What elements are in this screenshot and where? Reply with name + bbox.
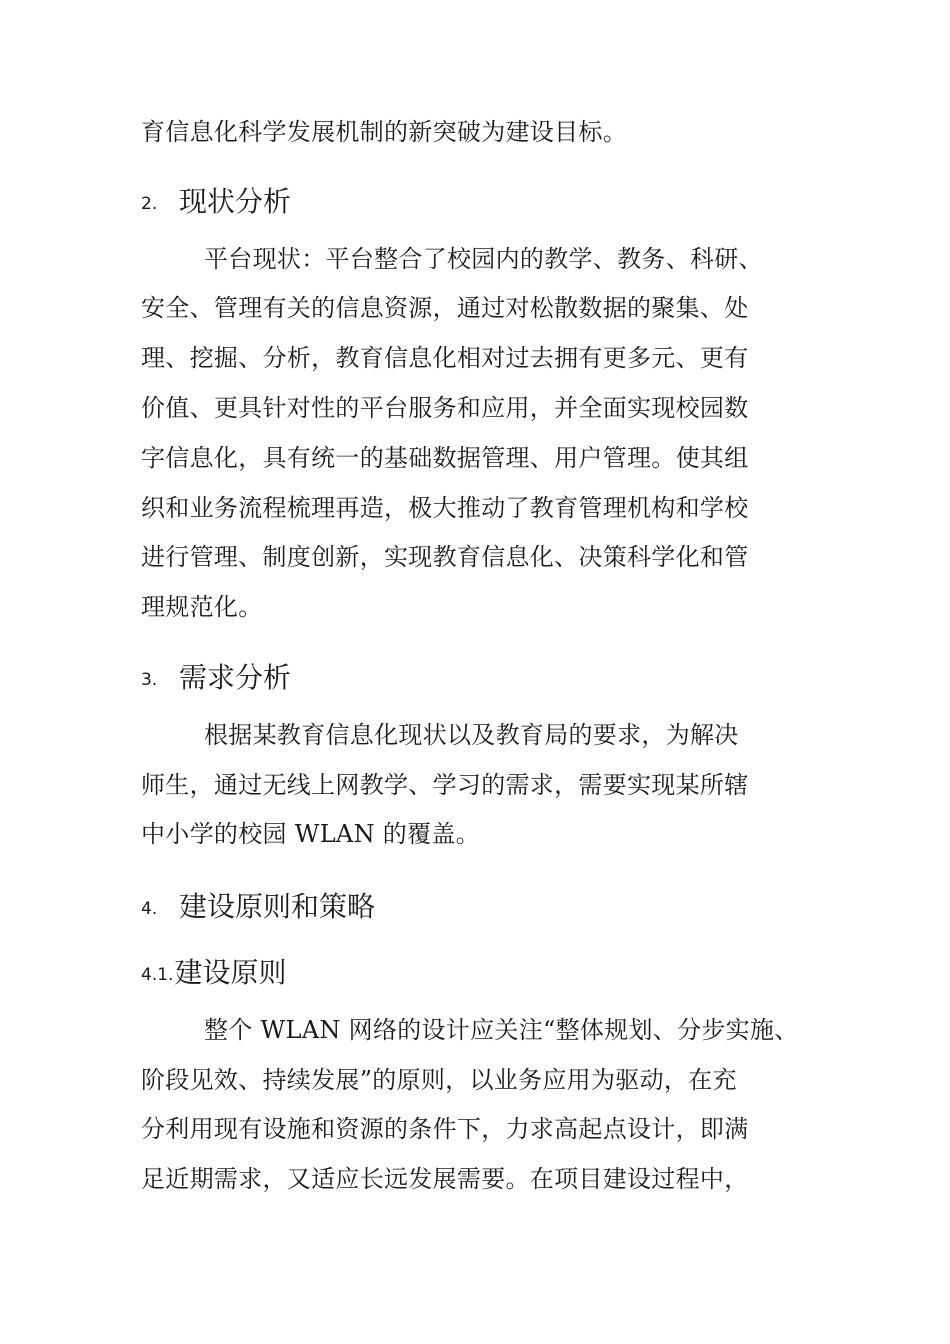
paragraph-line: 织和业务流程梳理再造，极大推动了教育管理机构和学校: [141, 494, 749, 522]
paragraph-line: 理、挖掘、分析，教育信息化相对过去拥有更多元、更有: [141, 344, 749, 372]
paragraph-line: 足近期需求，又适应长远发展需要。在项目建设过程中，: [141, 1165, 749, 1193]
section-number: 3.: [141, 670, 158, 690]
section-number: 4.: [141, 899, 158, 919]
section-heading-3: [141, 661, 291, 697]
section-title: 需求分析: [179, 661, 292, 694]
section-title: 建设原则和策略: [179, 890, 376, 923]
paragraph-line: 整个 WLAN 网络的设计应关注“整体规划、分步实施、: [204, 1016, 799, 1044]
paragraph-line: 根据某教育信息化现状以及教育局的要求，为解决: [204, 721, 739, 749]
paragraph-line: 进行管理、制度创新，实现教育信息化、决策科学化和管: [141, 543, 749, 571]
section-number: 4.1.: [141, 965, 174, 985]
paragraph-line: 阶段见效、持续发展”的原则，以业务应用为驱动，在充: [141, 1066, 737, 1094]
section-heading-2: [141, 185, 291, 221]
section-heading-4-1: [141, 956, 286, 992]
paragraph-line: 字信息化，具有统一的基础数据管理、用户管理。使其组: [141, 444, 749, 472]
paragraph-line: 安全、管理有关的信息资源，通过对松散数据的聚集、处: [141, 294, 749, 322]
section-title: 建设原则: [174, 956, 287, 989]
paragraph-line: 分利用现有设施和资源的条件下，力求高起点设计，即满: [141, 1115, 749, 1143]
section-title: 现状分析: [179, 185, 292, 218]
paragraph-line: 中小学的校园 WLAN 的覆盖。: [141, 820, 480, 848]
section-number: 2.: [141, 194, 158, 214]
paragraph-line: 平台现状：平台整合了校园内的教学、教务、科研、: [204, 245, 763, 273]
section-heading-4: [141, 890, 375, 926]
paragraph-line: 师生，通过无线上网教学、学习的需求，需要实现某所辖: [141, 771, 749, 799]
paragraph-line: 育信息化科学发展机制的新突破为建设目标。: [141, 118, 627, 146]
paragraph-line: 理规范化。: [141, 593, 263, 621]
paragraph-line: 价值、更具针对性的平台服务和应用，并全面实现校园数: [141, 394, 749, 422]
